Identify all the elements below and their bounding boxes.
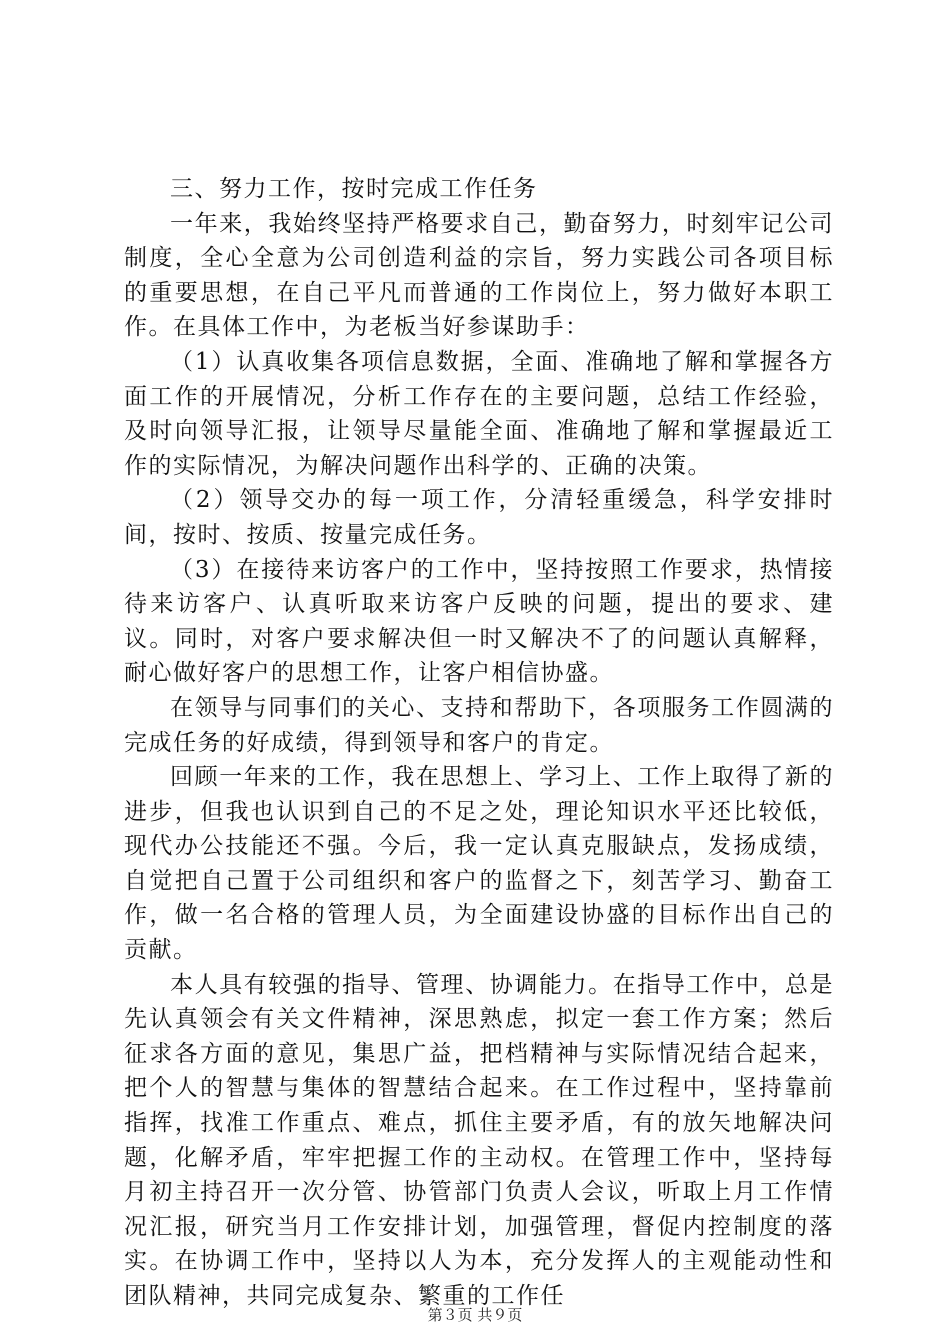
- paragraph: （2）领导交办的每一项工作，分清轻重缓急，科学安排时间，按时、按质、按量完成任务。: [124, 487, 834, 548]
- paragraph: 在领导与同事们的关心、支持和帮助下，各项服务工作圆满的完成任务的好成绩，得到领导和客户的肯定。: [124, 694, 834, 756]
- document-body: [124, 172, 834, 1314]
- paragraph: （3）在接待来访客户的工作中，坚持按照工作要求，热情接待来访客户、认真听取来访客户反映的问题，提出的要求、建议。同时，对客户要求解决但一时又解决不了的问题认真解释，耐心做好客户的思想工作，让客户相信协盛。: [124, 556, 834, 687]
- section-heading: 三、努力工作，按时完成工作任务: [170, 176, 538, 202]
- paragraph: 本人具有较强的指导、管理、协调能力。在指导工作中，总是先认真领会有关文件精神，深思熟虑，拟定一套工作方案；然后征求各方面的意见，集思广益，把档精神与实际情况结合起来，把个人的智慧与集体的智慧结合起来。在工作过程中，坚持靠前指挥，找准工作重点、难点，抓住主要矛盾，有的放矢地解决问题，化解矛盾，牢牢把握工作的主动权。在管理工作中，坚持每月初主持召开一次分管、协管部门负责人会议，听取上月工作情况汇报，研究当月工作安排计划，加强管理，督促内控制度的落实。在协调工作中，坚持以人为本，充分发挥人的主观能动性和团队精神，共同完成复杂、繁重的工作任: [124, 971, 834, 1309]
- page-number-footer: 第３页 共９页: [427, 1306, 523, 1324]
- paragraph: 一年来，我始终坚持严格要求自己，勤奋努力，时刻牢记公司制度，全心全意为公司创造利益的宗旨，努力实践公司各项目标的重要思想，在自己平凡而普通的工作岗位上，努力做好本职工作。在具体工作中，为老板当好参谋助手：: [124, 210, 834, 341]
- paragraph: 回顾一年来的工作，我在思想上、学习上、工作上取得了新的进步，但我也认识到自己的不足之处，理论知识水平还比较低，现代办公技能还不强。今后，我一定认真克服缺点，发扬成绩，自觉把自己置于公司组织和客户的监督之下，刻苦学习、勤奋工作，做一名合格的管理人员，为全面建设协盛的目标作出自己的贡献。: [124, 764, 834, 964]
- paragraph: （1）认真收集各项信息数据，全面、准确地了解和掌握各方面工作的开展情况，分析工作存在的主要问题，总结工作经验，及时向领导汇报，让领导尽量能全面、准确地了解和掌握最近工作的实际情况，为解决问题作出科学的、正确的决策。: [124, 348, 834, 479]
